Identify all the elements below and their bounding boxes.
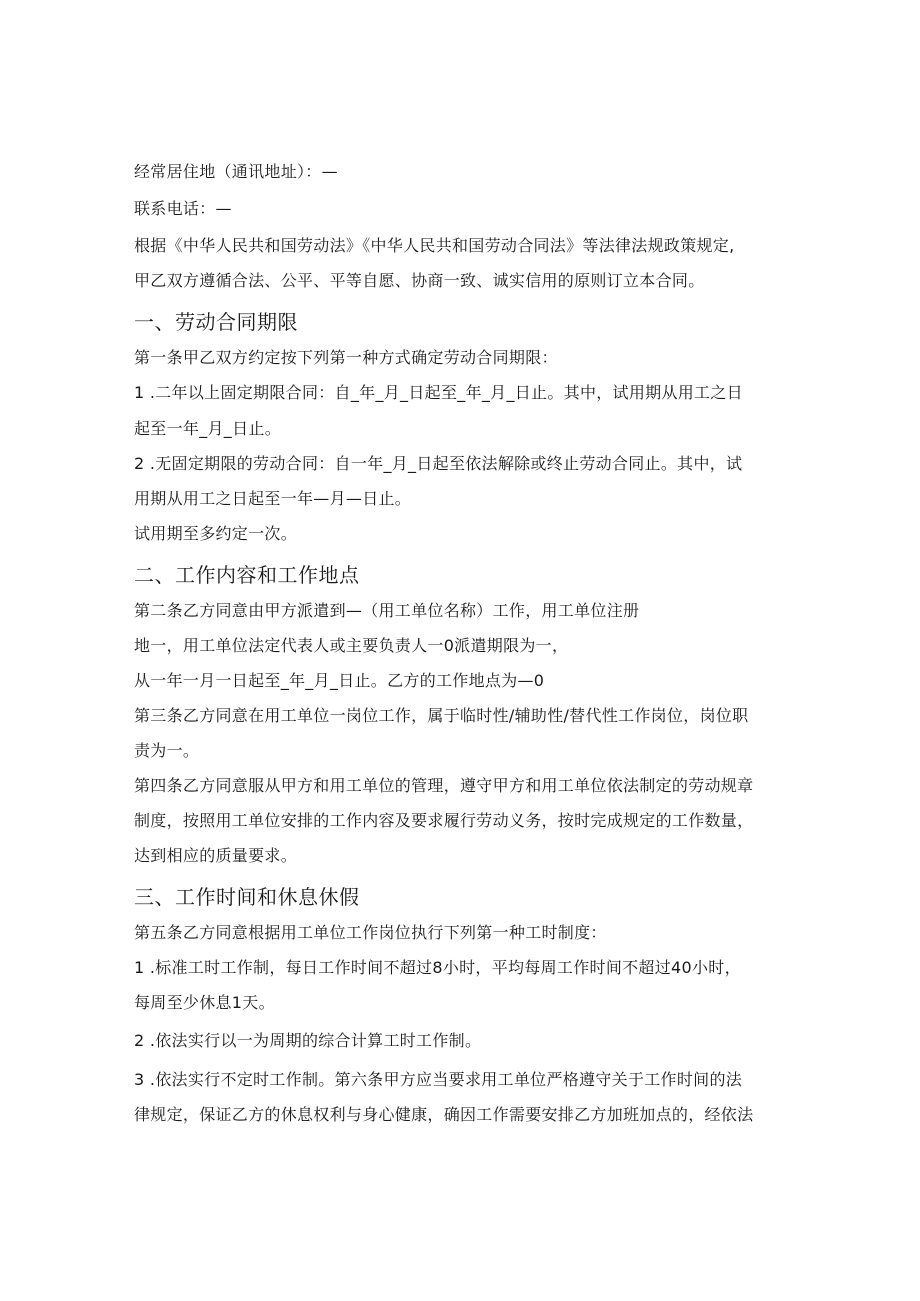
article-2-line-3: 从一年一月一日起至_年_月_日止。乙方的工作地点为—0 <box>134 671 545 690</box>
preamble-line-1: 根据《中华人民共和国劳动法》《中华人民共和国劳动合同法》等法律法规政策规定, <box>134 236 735 255</box>
section-heading-contract-term: 一、劳动合同期限 <box>134 310 298 334</box>
probation-note-line: 试用期至多约定一次。 <box>134 524 298 543</box>
article-4-line-3: 达到相应的质量要求。 <box>134 846 298 865</box>
article-5-item-2-line: 2 .依法实行以一为周期的综合计算工时工作制。 <box>134 1031 482 1050</box>
article-1-item-1-line-2: 起至一年_月_日止。 <box>134 419 282 438</box>
section-heading-work-content: 二、工作内容和工作地点 <box>134 563 360 587</box>
article-1-item-2-line-2: 用期从用工之日起至一年—月—日止。 <box>134 489 412 508</box>
preamble-line-2: 甲乙双方遵循合法、公平、平等自愿、协商一致、诚实信用的原则订立本合同。 <box>134 271 705 290</box>
article-4-line-1: 第四条乙方同意服从甲方和用工单位的管理，遵守甲方和用工单位依法制定的劳动规章 <box>134 776 754 795</box>
article-1-item-1-line-1: 1 .二年以上固定期限合同：自_年_月_日起至_年_月_日止。其中，试用期从用工之日 <box>134 383 743 402</box>
article-1-line: 第一条甲乙双方约定按下列第一种方式确定劳动合同期限： <box>134 348 558 367</box>
article-5-line: 第五条乙方同意根据用工单位工作岗位执行下列第一种工时制度： <box>134 923 607 942</box>
section-heading-working-hours: 三、工作时间和休息休假 <box>134 885 360 909</box>
article-5-item-1-line-2: 每周至少休息1天。 <box>134 993 275 1012</box>
article-2-line-2: 地一，用工单位法定代表人或主要负责人一0派遣期限为一， <box>134 636 569 655</box>
article-3-line-2: 责为一。 <box>134 741 200 760</box>
article-6-line-2: 律规定，保证乙方的休息权利与身心健康，确因工作需要安排乙方加班加点的，经依法 <box>134 1105 754 1124</box>
article-1-item-2-line-1: 2 .无固定期限的劳动合同：自一年_月_日起至依法解除或终止劳动合同止。其中，试 <box>134 454 743 473</box>
article-5-item-3-line-1: 3 .依法实行不定时工作制。第六条甲方应当要求用工单位严格遵守关于工作时间的法 <box>134 1070 743 1089</box>
article-3-line-1: 第三条乙方同意在用工单位一岗位工作，属于临时性/辅助性/替代性工作岗位，岗位职 <box>134 706 749 725</box>
article-5-item-1-line-1: 1 .标准工时工作制，每日工作时间不超过8小时，平均每周工作时间不超过40小时， <box>134 958 741 977</box>
article-2-line-1: 第二条乙方同意由甲方派遣到—（用工单位名称）工作，用工单位注册 <box>134 601 640 620</box>
article-4-line-2: 制度，按照用工单位安排的工作内容及要求履行劳动义务，按时完成规定的工作数量， <box>134 811 754 830</box>
contact-phone-line: 联系电话：— <box>134 199 232 218</box>
residence-address-line: 经常居住地（通讯地址）：— <box>134 162 338 181</box>
